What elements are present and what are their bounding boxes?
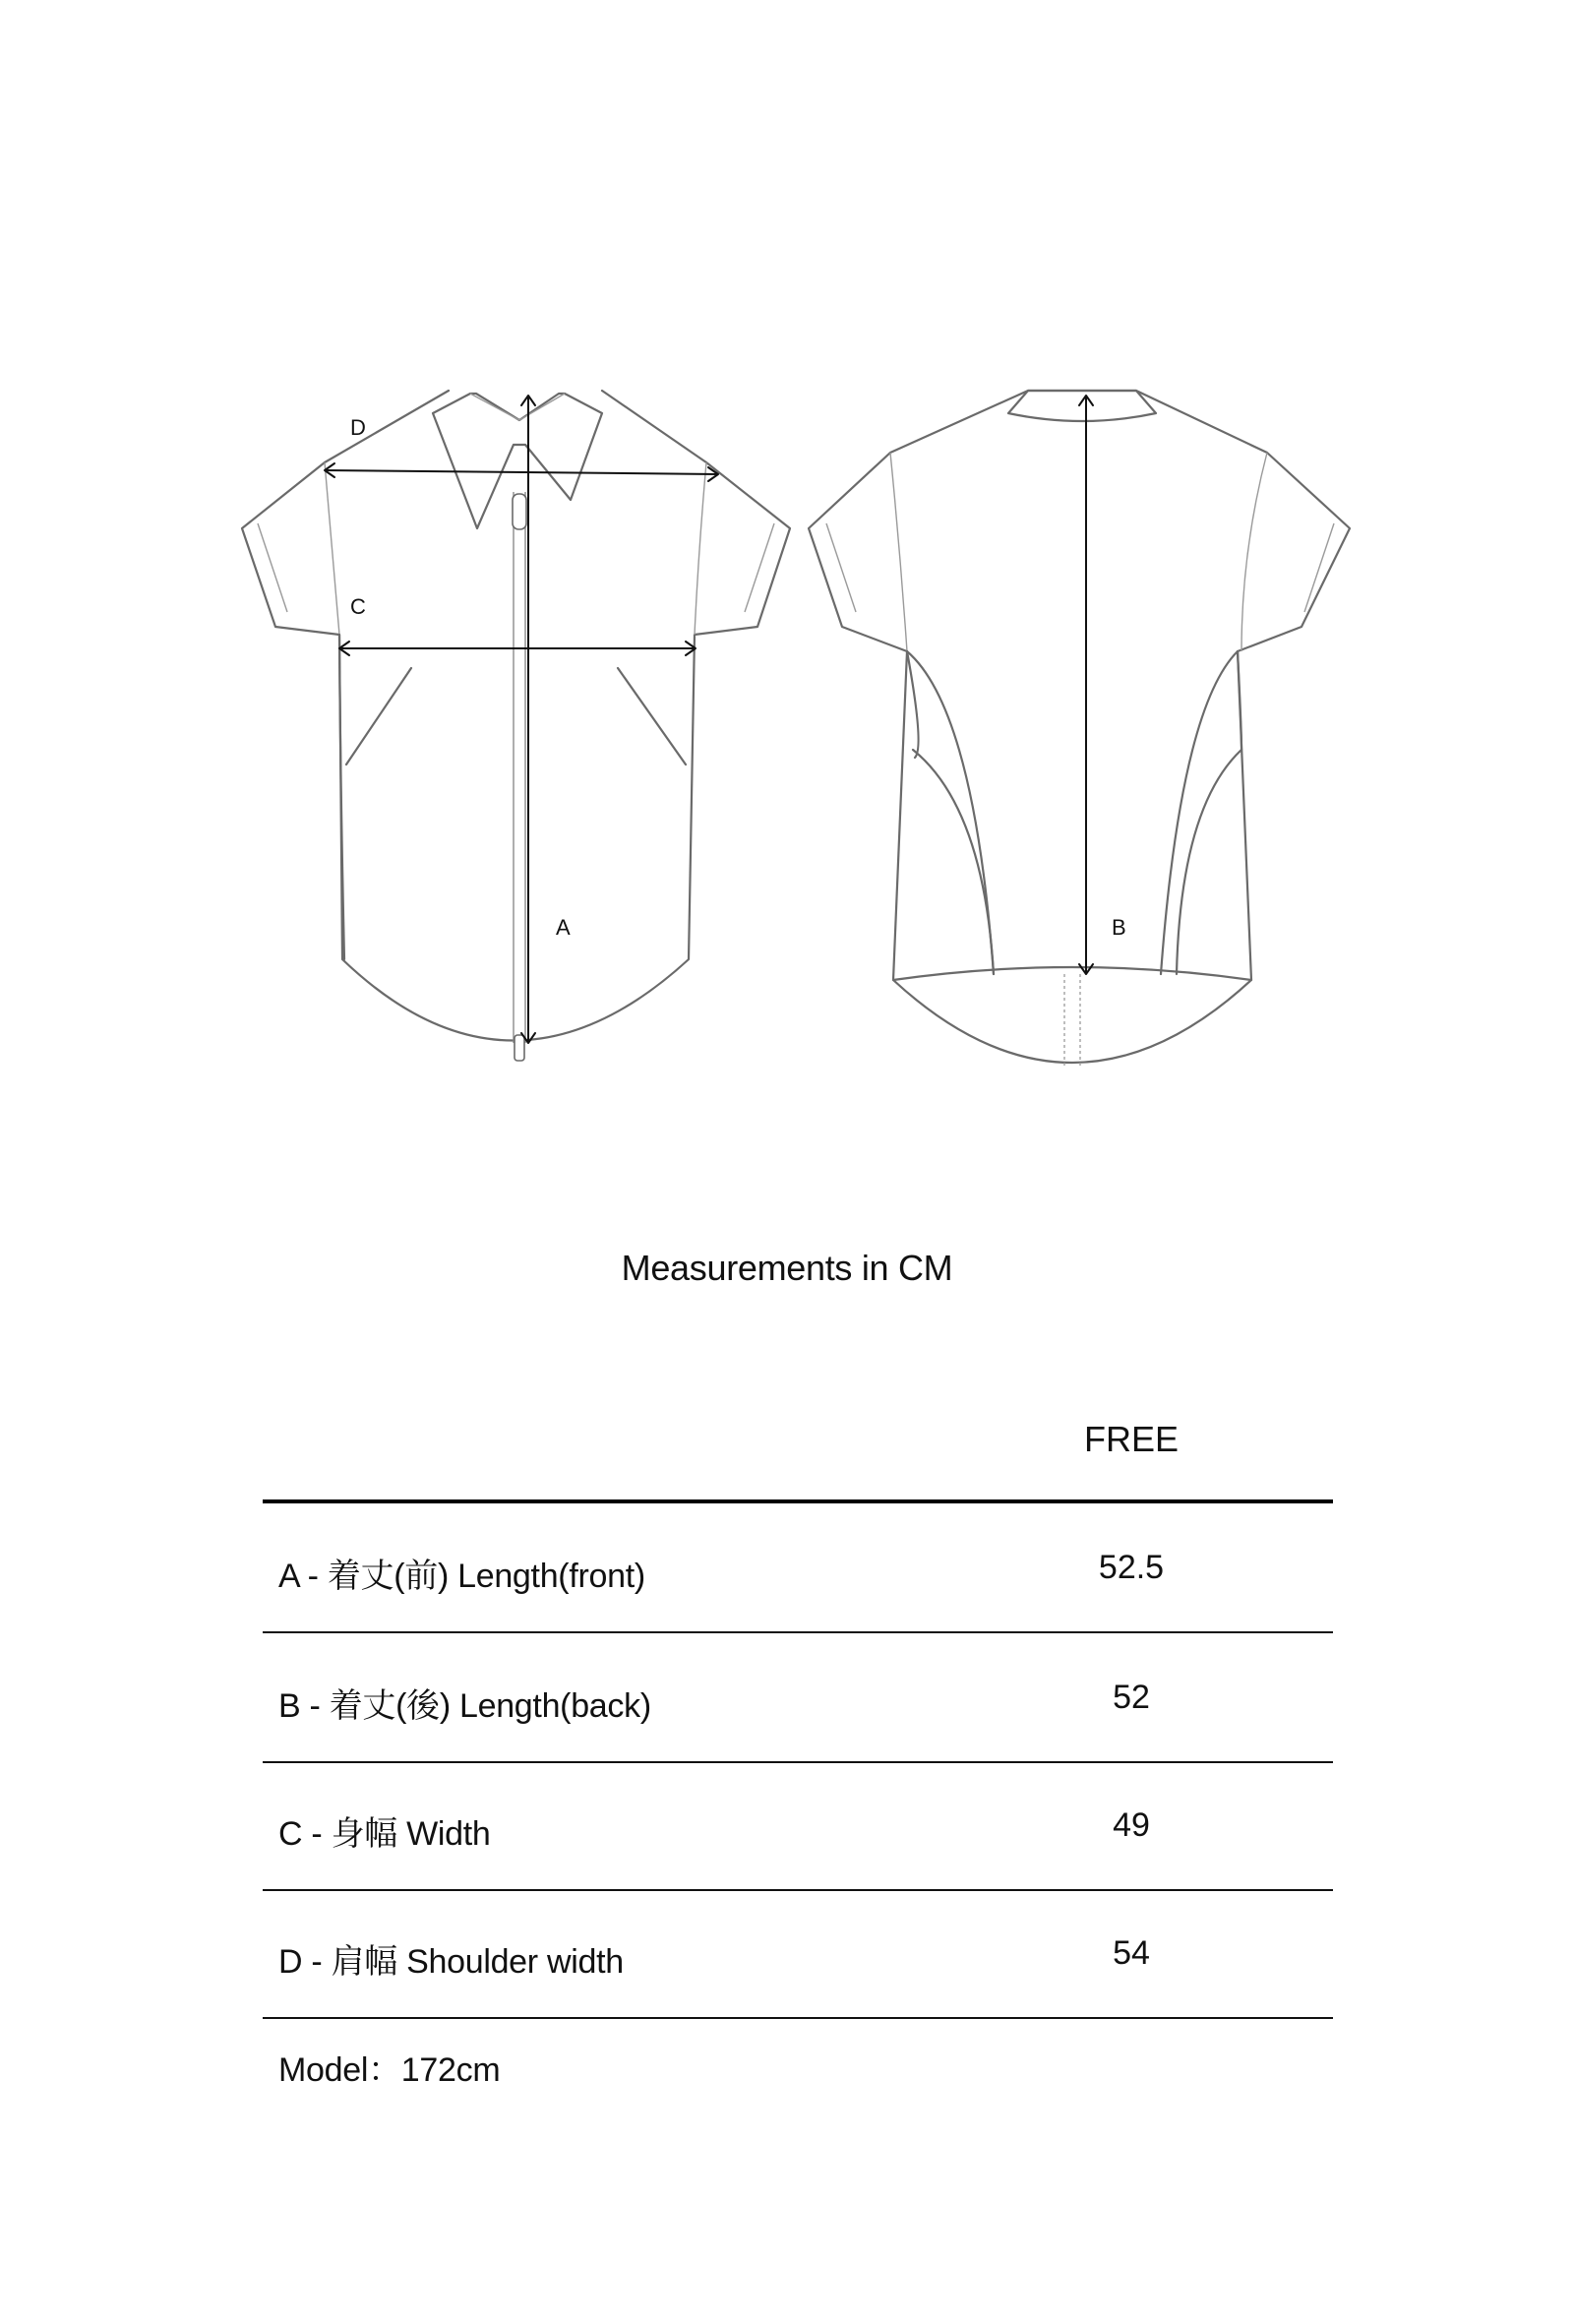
- measurements-caption: Measurements in CM: [621, 1248, 953, 1288]
- size-column-header: FREE: [1083, 1419, 1179, 1459]
- front-right-cuff: [745, 523, 774, 612]
- back-hem-line: [893, 967, 1251, 980]
- front-left-pocket: [346, 668, 411, 764]
- measure-label-d: D: [350, 415, 366, 440]
- garment-diagram: [0, 0, 1574, 1161]
- measure-label-b: B: [1112, 915, 1126, 940]
- front-right-pocket: [618, 668, 686, 764]
- table-row-a: [263, 1503, 1333, 1633]
- back-collar: [1008, 391, 1156, 421]
- row-value-b: 52: [1113, 1679, 1150, 1716]
- table-row-b: [263, 1633, 1333, 1763]
- front-view: [242, 391, 790, 1061]
- row-label-d: D - 肩幅 Shoulder width: [278, 1943, 624, 1981]
- back-left-seam-outer: [907, 651, 919, 758]
- back-view: [809, 391, 1350, 1069]
- front-right-armhole: [695, 462, 706, 635]
- measure-label-c: C: [350, 594, 366, 619]
- back-right-armhole: [1241, 453, 1267, 651]
- row-value-a: 52.5: [1098, 1549, 1165, 1586]
- front-body-outline: [242, 391, 790, 1041]
- model-note: Model：172cm: [278, 2051, 501, 2089]
- row-value-d: 54: [1113, 1934, 1150, 1972]
- table-row-d: [263, 1889, 1333, 2019]
- back-right-panel-inner: [1177, 750, 1241, 974]
- front-left-cuff: [258, 523, 287, 612]
- row-label-a: A - 着丈(前) Length(front): [278, 1558, 645, 1595]
- back-right-seam-outer: [1238, 651, 1241, 750]
- zipper-pull-top: [513, 494, 526, 529]
- back-right-panel: [1161, 651, 1238, 974]
- measure-label-a: A: [556, 915, 571, 940]
- front-left-armhole: [325, 462, 339, 635]
- zipper-pull-bottom: [515, 1035, 524, 1061]
- back-left-armhole: [890, 453, 907, 651]
- table-row-c: [263, 1761, 1333, 1891]
- row-value-c: 49: [1113, 1806, 1150, 1844]
- measure-line-d: [325, 470, 718, 474]
- back-left-cuff: [826, 523, 856, 612]
- back-body-outline: [809, 391, 1350, 1063]
- back-left-panel-inner: [907, 651, 994, 974]
- row-label-c: C - 身幅 Width: [278, 1815, 491, 1853]
- row-label-b: B - 着丈(後) Length(back): [278, 1687, 651, 1725]
